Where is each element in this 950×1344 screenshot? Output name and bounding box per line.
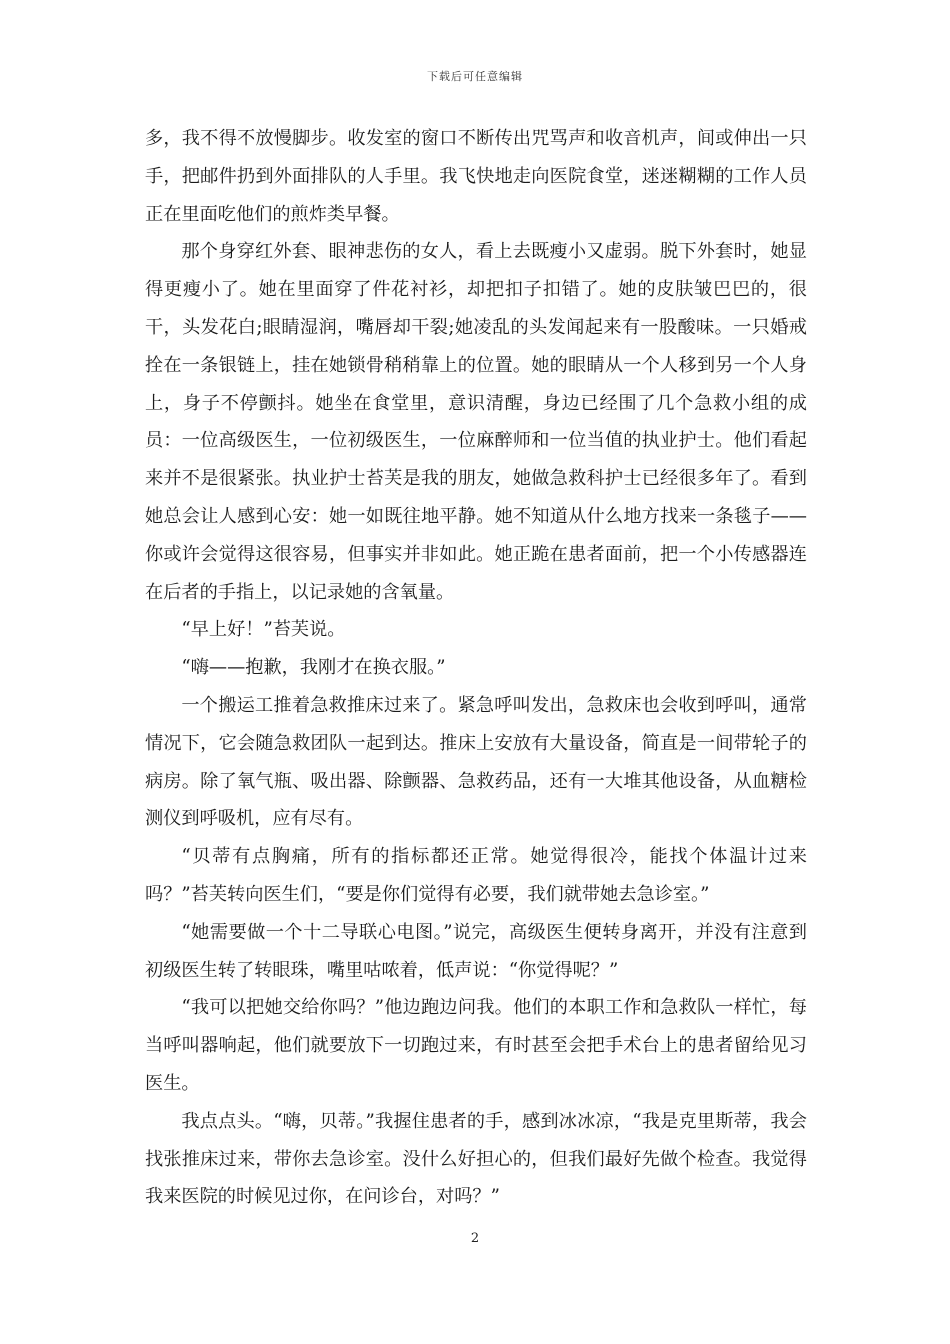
- paragraph-2: 那个身穿红外套、眼神悲伤的女人，看上去既瘦小又虚弱。脱下外套时，她显得更瘦小了。她在里面穿了件花衬衫，却把扣子扣错了。她的皮肤皱巴巴的，很干，头发花白;眼睛湿润，嘴唇却干裂;她凌乱的头发闻起来有一股酸味。一只婚戒拴在一条银链上，挂在她锁骨稍稍靠上的位置。她的眼睛从一个人移到另一个人身上，身子不停颤抖。她坐在食堂里，意识清醒，身边已经围了几个急救小组的成员：一位高级医生，一位初级医生，一位麻醉师和一位当值的执业护士。他们看起来并不是很紧张。执业护士苔芙是我的朋友，她做急救科护士已经很多年了。看到她总会让人感到心安：她一如既往地平静。她不知道从什么地方找来一条毯子——你或许会觉得这很容易，但事实并非如此。她正跪在患者面前，把一个小传感器连在后者的手指上，以记录她的含氧量。: [145, 241, 807, 603]
- paragraph-3: “早上好！”苔芙说。: [181, 619, 346, 641]
- paragraph-4: “嗨——抱歉，我刚才在换衣服。”: [181, 657, 446, 679]
- page-header: 下载后可任意编辑: [427, 70, 523, 83]
- paragraph-1: 多，我不得不放慢脚步。收发室的窗口不断传出咒骂声和收音机声，间或伸出一只手，把邮件扔到外面排队的人手里。我飞快地走向医院食堂，迷迷糊糊的工作人员正在里面吃他们的煎炸类早餐。: [145, 128, 807, 225]
- paragraph-5: 一个搬运工推着急救推床过来了。紧急呼叫发出，急救床也会收到呼叫，通常情况下，它会随急救团队一起到达。推床上安放有大量设备，简直是一间带轮子的病房。除了氧气瓶、吸出器、除颤器、急救药品，还有一大堆其他设备，从血糖检测仪到呼吸机，应有尽有。: [145, 694, 807, 830]
- document-body: [145, 120, 807, 1216]
- paragraph-9: 我点点头。“嗨，贝蒂。”我握住患者的手，感到冰冰凉，“我是克里斯蒂，我会找张推床过来，带你去急诊室。没什么好担心的，但我们最好先做个检查。我觉得我来医院的时候见过你，在问诊台，对吗？”: [145, 1110, 807, 1208]
- paragraph-8: “我可以把她交给你吗？”他边跑边问我。他们的本职工作和急救队一样忙，每当呼叫器响起，他们就要放下一切跑过来，有时甚至会把手术台上的患者留给见习医生。: [145, 997, 807, 1094]
- paragraph-6: “贝蒂有点胸痛，所有的指标都还正常。她觉得很冷，能找个体温计过来吗？”苔芙转向医生们，“要是你们觉得有必要，我们就带她去急诊室。”: [145, 846, 807, 905]
- page-number: 2: [470, 1231, 480, 1246]
- paragraph-7: “她需要做一个十二导联心电图。”说完，高级医生便转身离开，并没有注意到初级医生转了转眼珠，嘴里咕哝着，低声说：“你觉得呢？”: [145, 921, 807, 981]
